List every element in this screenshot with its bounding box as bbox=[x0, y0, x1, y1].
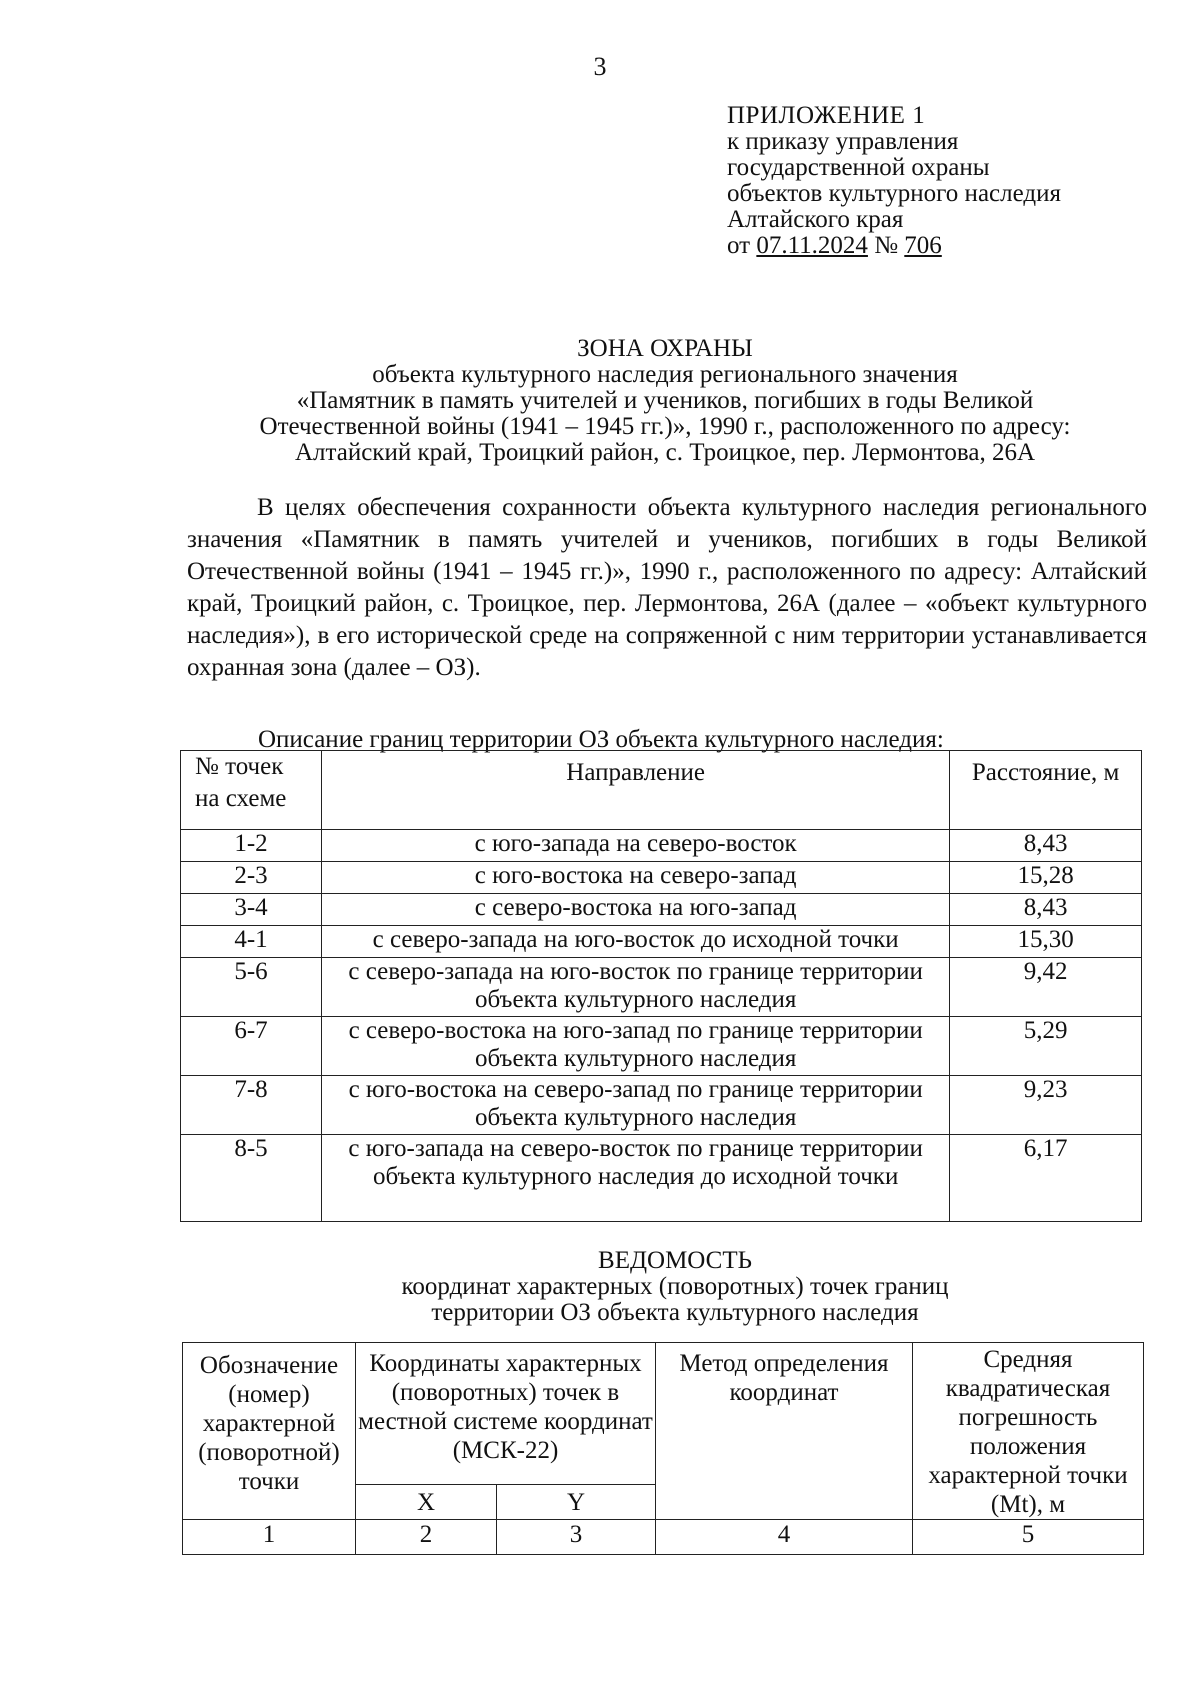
zone-heading bbox=[0, 336, 1200, 466]
vedomost-subtitle-line: территории ОЗ объекта культурного наследия bbox=[431, 1299, 919, 1326]
cell-direction: с юго-востока на северо-запад bbox=[322, 862, 950, 894]
appendix-line: государственной охраны bbox=[727, 154, 990, 181]
zone-subtitle-line: «Памятник в память учителей и учеников, погибших в годы Великой bbox=[296, 387, 1034, 414]
cell-points: 4-1 bbox=[181, 926, 322, 958]
column-number: 5 bbox=[913, 1520, 1144, 1555]
cell-points: 8-5 bbox=[181, 1135, 322, 1222]
cell-direction: с северо-запада на юго-восток до исходной точки bbox=[322, 926, 950, 958]
cell-distance: 9,42 bbox=[950, 958, 1142, 1017]
appendix-title: ПРИЛОЖЕНИЕ 1 bbox=[727, 102, 926, 129]
header-direction: Направление bbox=[322, 751, 950, 830]
cell-points: 7-8 bbox=[181, 1076, 322, 1135]
header-points-line: на схеме bbox=[195, 785, 287, 812]
table-row bbox=[181, 1135, 1142, 1222]
appendix-line: к приказу управления bbox=[727, 128, 959, 155]
column-number: 2 bbox=[356, 1520, 497, 1555]
page-number: 3 bbox=[593, 52, 607, 81]
zone-title: ЗОНА ОХРАНЫ bbox=[577, 335, 753, 362]
header-designation: Обозначение (номер) характерной (поворотной) точки bbox=[183, 1343, 356, 1520]
header-points-line: № точек bbox=[195, 753, 284, 780]
column-number: 4 bbox=[656, 1520, 913, 1555]
table-row bbox=[181, 926, 1142, 958]
table-row bbox=[181, 1076, 1142, 1135]
header-points bbox=[181, 751, 322, 830]
boundary-table bbox=[180, 750, 1142, 1222]
cell-direction: с юго-запада на северо-восток по границе территории объекта культурного наследия до исходной точки bbox=[322, 1135, 950, 1222]
vedomost-heading bbox=[0, 1248, 1200, 1326]
header-error: Средняя квадратическая погрешность положения характерной точки (Mt), м bbox=[913, 1343, 1144, 1520]
cell-points: 3-4 bbox=[181, 894, 322, 926]
table-header-row bbox=[183, 1343, 1144, 1485]
zone-subtitle-line: Отечественной войны (1941 – 1945 гг.)», 1990 г., расположенного по адресу: bbox=[259, 413, 1071, 440]
table-header-row bbox=[181, 751, 1142, 830]
cell-points: 2-3 bbox=[181, 862, 322, 894]
vedomost-title: ВЕДОМОСТЬ bbox=[598, 1247, 752, 1274]
coordinates-table bbox=[182, 1342, 1144, 1555]
cell-distance: 9,23 bbox=[950, 1076, 1142, 1135]
header-method: Метод определения координат bbox=[656, 1343, 913, 1520]
cell-distance: 8,43 bbox=[950, 830, 1142, 862]
order-number: 706 bbox=[904, 232, 942, 259]
cell-direction: с северо-востока на юго-запад по границе территории объекта культурного наследия bbox=[322, 1017, 950, 1076]
number-sign: № bbox=[874, 232, 899, 259]
cell-distance: 15,28 bbox=[950, 862, 1142, 894]
appendix-date-line bbox=[727, 233, 1061, 259]
cell-points: 5-6 bbox=[181, 958, 322, 1017]
order-date: 07.11.2024 bbox=[756, 232, 868, 259]
header-y: Y bbox=[497, 1485, 656, 1520]
column-number: 1 bbox=[183, 1520, 356, 1555]
appendix-line: Алтайского края bbox=[727, 206, 904, 233]
vedomost-subtitle-line: координат характерных (поворотных) точек границ bbox=[401, 1273, 949, 1300]
header-x: X bbox=[356, 1485, 497, 1520]
cell-distance: 8,43 bbox=[950, 894, 1142, 926]
cell-points: 6-7 bbox=[181, 1017, 322, 1076]
table-row bbox=[181, 894, 1142, 926]
cell-direction: с юго-востока на северо-запад по границе территории объекта культурного наследия bbox=[322, 1076, 950, 1135]
zone-subtitle-line: Алтайский край, Троицкий район, с. Троицкое, пер. Лермонтова, 26А bbox=[294, 439, 1036, 466]
date-prefix: от bbox=[727, 232, 751, 259]
cell-direction: с юго-запада на северо-восток bbox=[322, 830, 950, 862]
appendix-line: объектов культурного наследия bbox=[727, 180, 1061, 207]
cell-direction: с северо-востока на юго-запад bbox=[322, 894, 950, 926]
table-row bbox=[181, 830, 1142, 862]
intro-paragraph bbox=[187, 492, 1147, 684]
column-numbers-row bbox=[183, 1520, 1144, 1555]
intro-text: В целях обеспечения сохранности объекта культурного наследия регионального значения «Памятник в память учителей и учеников, погибших в годы Великой Отечественной войны (1941 – 1945 гг.)», 1990 г., расположенного по адресу: Алтайский край, Троицкий район, с. Троицкое, пер. Лермонтова, 26А (далее – «объект культурного наследия»), в его исторической среде на сопряженной с ним территории устанавливается охранная зона (далее – ОЗ). bbox=[187, 494, 1147, 681]
table-row bbox=[181, 1017, 1142, 1076]
cell-distance: 6,17 bbox=[950, 1135, 1142, 1222]
table-row bbox=[181, 958, 1142, 1017]
zone-subtitle-line: объекта культурного наследия регионального значения bbox=[372, 361, 958, 388]
cell-points: 1-2 bbox=[181, 830, 322, 862]
appendix-block bbox=[727, 103, 1061, 259]
column-number: 3 bbox=[497, 1520, 656, 1555]
header-coordinates: Координаты характерных (поворотных) точек в местной системе координат (МСК-22) bbox=[356, 1343, 656, 1485]
table-row bbox=[181, 862, 1142, 894]
cell-distance: 5,29 bbox=[950, 1017, 1142, 1076]
boundary-table-caption: Описание границ территории ОЗ объекта культурного наследия: bbox=[258, 726, 944, 753]
cell-direction: с северо-запада на юго-восток по границе территории объекта культурного наследия bbox=[322, 958, 950, 1017]
header-distance: Расстояние, м bbox=[950, 751, 1142, 830]
cell-distance: 15,30 bbox=[950, 926, 1142, 958]
